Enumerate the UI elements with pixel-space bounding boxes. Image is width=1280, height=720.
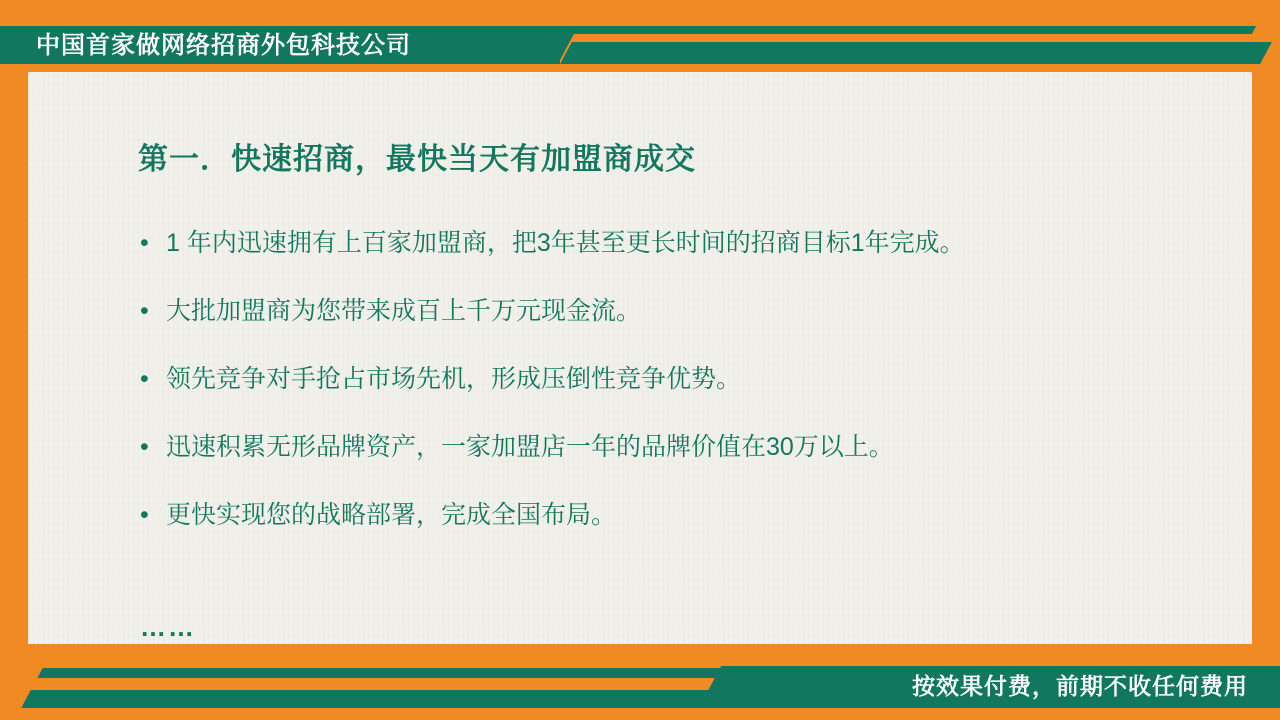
bullet-dot-icon: • [140,297,149,325]
list-item-label: 领先竞争对手抢占市场先机，形成压倒性竞争优势。 [166,365,742,393]
list-item-label: 1 年内迅速拥有上百家加盟商，把3年甚至更长时间的招商目标1年完成。 [166,229,965,257]
page-title: 第一．快速招商，最快当天有加盟商成交 [138,143,696,176]
slide-footer [0,644,1280,720]
bullet-dot-icon: • [140,433,149,461]
header-title: 中国首家做网络招商外包科技公司 [36,32,411,59]
header-stripe-thin [528,26,1256,34]
list-item [140,227,1230,259]
list-item-label: 大批加盟商为您带来成百上千万元现金流。 [166,297,642,325]
list-item-label: 更快实现您的战略部署，完成全国布局。 [166,501,617,529]
footer-tagline: 按效果付费，前期不收任何费用 [912,673,1248,699]
list-item [140,499,1230,531]
bullet-list [140,227,1230,567]
slide-header [0,0,1280,72]
continuation-ellipsis: …… [140,612,196,642]
bullet-dot-icon: • [140,501,149,529]
footer-stripe-thin [37,668,742,678]
bullet-dot-icon: • [140,229,149,257]
footer-stripe-thick [21,690,721,708]
list-item [140,431,1230,463]
list-item [140,363,1230,395]
slide-content [28,72,1252,644]
header-stripe-thick [560,42,1272,64]
list-item [140,295,1230,327]
list-item-label: 迅速积累无形品牌资产，一家加盟店一年的品牌价值在30万以上。 [166,433,894,461]
bullet-dot-icon: • [140,365,149,393]
